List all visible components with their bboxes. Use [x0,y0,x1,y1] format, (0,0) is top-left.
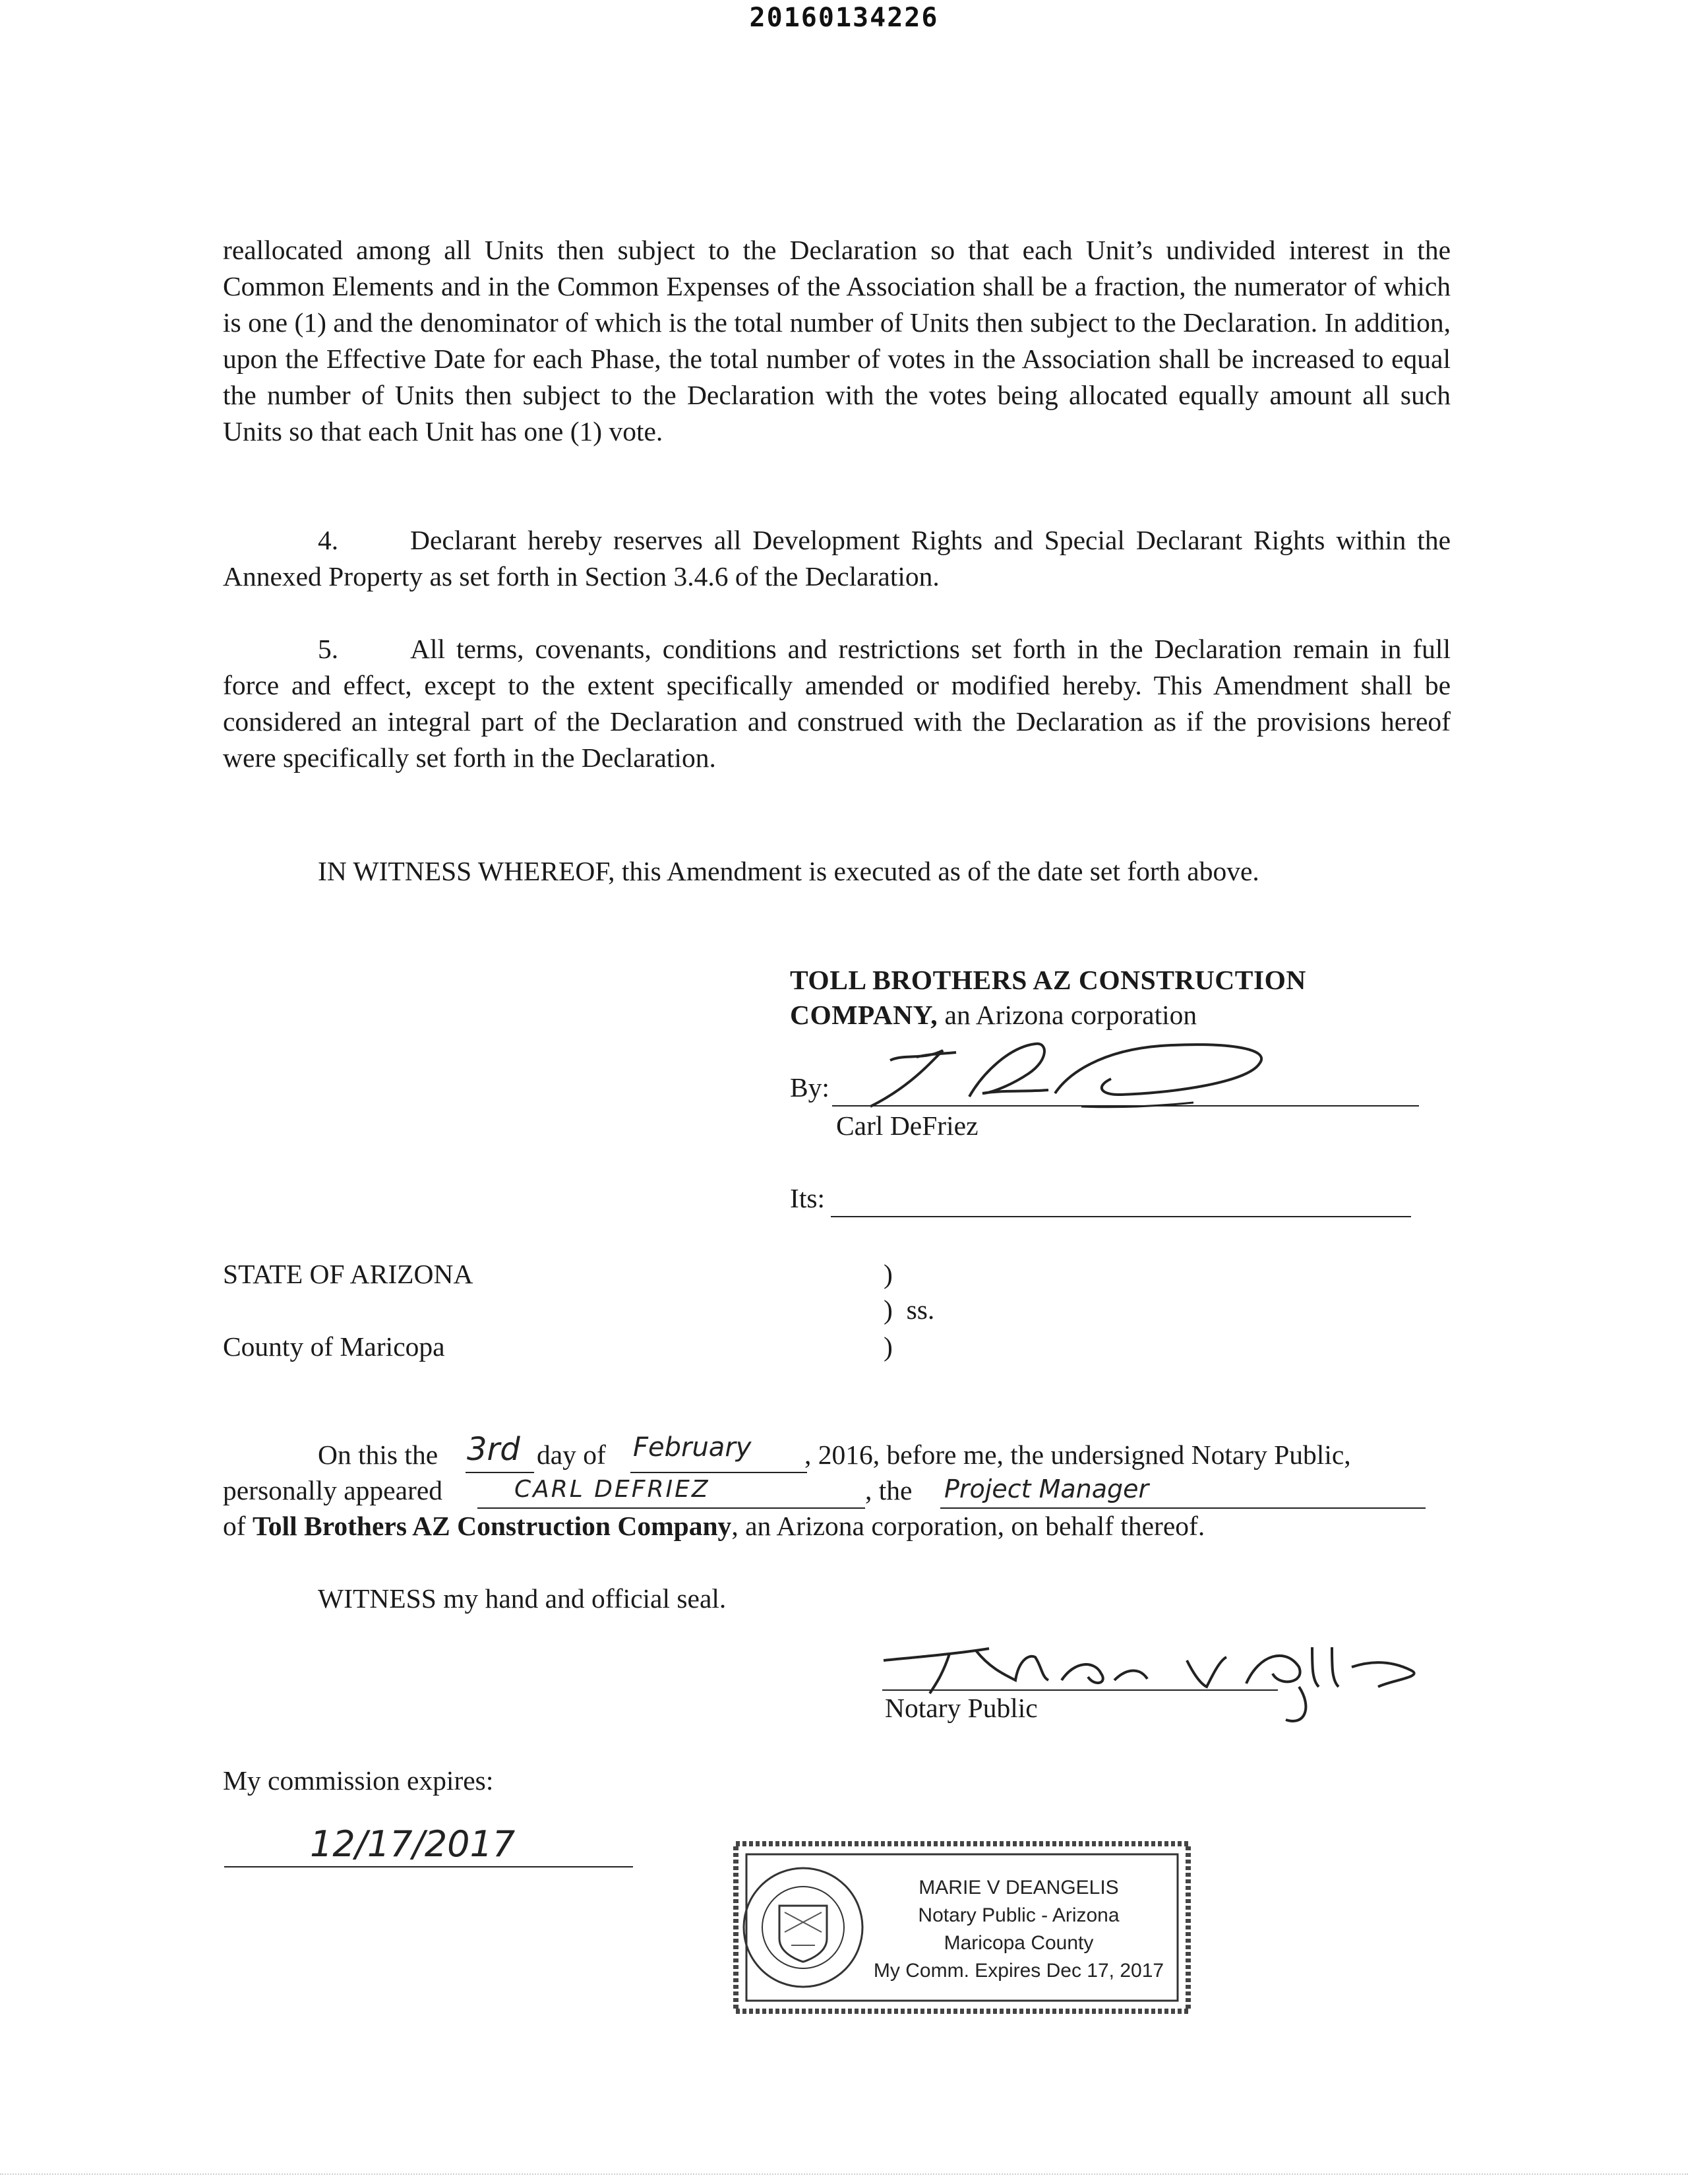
stamp-notary-name: MARIE V DEANGELIS [919,1877,1119,1898]
paragraph-5 [223,631,1451,776]
venue-paren-3: ) [884,1331,893,1362]
paragraph-5-number: 5. [318,634,339,664]
its-line [831,1216,1411,1217]
ack-person-line [477,1507,865,1509]
venue-state: STATE OF ARIZONA [223,1259,473,1289]
ack-day-value: 3rd [467,1431,520,1468]
witness-clause: IN WITNESS WHEREOF, this Amendment is executed as of the date set forth above. [318,856,1259,886]
company-line-1: TOLL BROTHERS AZ CONSTRUCTION [790,965,1306,995]
witness-seal-text: WITNESS my hand and official seal. [318,1583,727,1614]
its-label: Its: [790,1183,826,1213]
notary-stamp [732,1840,1192,2015]
ack-title-line [940,1507,1426,1509]
ack-month-value: February [633,1432,752,1463]
paragraph-4 [223,522,1451,595]
company-line-2-rest: an Arizona corporation [938,1000,1197,1030]
commission-label: My commission expires: [223,1765,494,1796]
ack-text-3: , 2016, before me, the undersigned Notary Public, [804,1440,1351,1470]
ack-title-value: Project Manager [944,1474,1149,1503]
scan-bottom-edge [0,2173,1688,2177]
by-label: By: [790,1072,829,1103]
document-number: 20160134226 [749,3,939,33]
ack-text-5: , the [865,1475,913,1505]
paragraph-continued: reallocated among all Units then subject to the Declaration so that each Unit’s undivided interest in the Common Elements and in the Common Expenses of the Association shall be a fraction, the numerator of which is one (1) and the denominator of which is the total number of Units then subject to the Declaration. In addition, upon the Effective Date for each Phase, the total number of votes in the Association shall be increased to equal the number of Units then subject to the Declaration with the votes being allocated equally amount all such Units so that each Unit has one (1) vote. [223,235,1451,446]
notary-signature-line [882,1689,1278,1691]
paragraph-4-number: 4. [318,525,339,555]
venue-paren-ss: ) ss. [884,1294,935,1325]
commission-date-value: 12/17/2017 [310,1823,516,1865]
company-line-2-bold: COMPANY, [790,1000,938,1030]
ack-month-line [630,1472,807,1473]
ack-day-line [466,1472,534,1473]
ack-text-6 [223,1510,1205,1542]
ack-text-1: On this the [318,1440,438,1470]
signer-name: Carl DeFriez [836,1110,979,1141]
venue-county: County of Maricopa [223,1331,445,1362]
ack-text-4: personally appeared [223,1475,442,1505]
paragraph-4-text: Declarant hereby reserves all Development Rights and Special Declarant Rights within the Annexed Property as set forth in Section 3.4.6 of the Declaration. [223,525,1451,592]
ack-text-2: day of [537,1440,606,1470]
venue-paren-1: ) [884,1259,893,1289]
stamp-line-2: Notary Public - Arizona [918,1904,1120,1926]
commission-date-line [224,1866,633,1867]
ack-company-bold: Toll Brothers AZ Construction Company [252,1511,732,1541]
stamp-line-3: Maricopa County [944,1932,1094,1954]
ack-text-6-rest: , an Arizona corporation, on behalf thereof. [731,1511,1205,1541]
company-name-block [790,963,1306,1033]
signer-signature [851,1034,1312,1120]
paragraph-5-text: All terms, covenants, conditions and restrictions set forth in the Declaration remain in full force and effect, except to the extent specifically amended or modified hereby. This Amendment shall be considered an integral part of the Declaration and construed with the Declaration as if the provisions hereof were specifically set forth in the Declaration. [223,634,1451,773]
ack-text-6-prefix: of [223,1511,253,1541]
ack-person-value: CARL DEFRIEZ [514,1476,710,1503]
notary-public-label: Notary Public [885,1693,1038,1723]
stamp-line-4: My Comm. Expires Dec 17, 2017 [873,1960,1164,1982]
stamp-text [857,1874,1180,1985]
